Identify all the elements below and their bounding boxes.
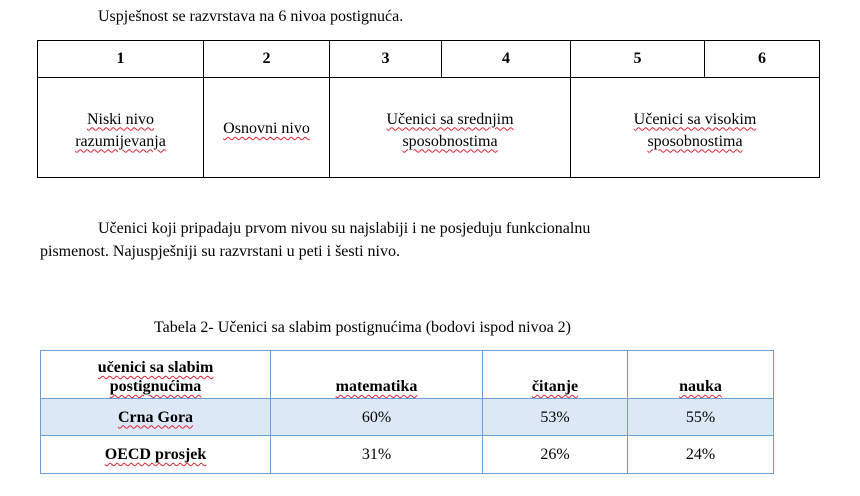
levels-table <box>37 40 820 178</box>
table-row <box>41 436 774 474</box>
level-description <box>571 78 820 178</box>
description-line: Učenici sa visokim <box>633 110 757 128</box>
header-cell <box>628 351 774 399</box>
table-caption: Tabela 2- Učenici sa slabim postignućima (bodovi ispod nivoa 2) <box>154 319 572 336</box>
header-label: nauka <box>679 378 722 395</box>
level-number: 5 <box>571 41 705 78</box>
value-cell: 31% <box>271 436 483 474</box>
header-line: postignućima <box>109 378 202 395</box>
intro-text: Uspješnost se razvrstava na 6 nivoa postignuća. <box>98 8 404 25</box>
levels-header-row <box>38 41 820 78</box>
level-number: 6 <box>705 41 820 78</box>
row-label: Crna Gora <box>117 408 194 426</box>
results-table <box>40 350 774 474</box>
value-cell: 24% <box>628 436 774 474</box>
level-description <box>38 78 204 178</box>
value-cell: 53% <box>483 399 628 436</box>
description-line: Osnovni nivo <box>223 120 310 137</box>
header-cell <box>271 351 483 399</box>
level-number: 1 <box>38 41 204 78</box>
row-label-cell <box>41 436 271 474</box>
value-cell: 55% <box>628 399 774 436</box>
level-description <box>204 78 330 178</box>
level-number: 3 <box>330 41 442 78</box>
description-line: sposobnostima <box>647 132 743 150</box>
table-row <box>41 399 774 436</box>
description-line: Učenici sa srednjim <box>386 110 514 128</box>
header-cell <box>41 351 271 399</box>
description-line: sposobnostima <box>402 132 498 150</box>
levels-description-row <box>38 78 820 178</box>
level-description <box>330 78 571 178</box>
header-cell <box>483 351 628 399</box>
value-cell: 26% <box>483 436 628 474</box>
value-cell: 60% <box>271 399 483 436</box>
level-number: 2 <box>204 41 330 78</box>
header-label: matematika <box>335 378 418 395</box>
paragraph-line: pismenost. Najuspješniji su razvrstani u peti i šesti nivo. <box>40 243 400 260</box>
paragraph-line: Učenici koji pripadaju prvom nivou su najslabiji i ne posjeduju funkcionalnu <box>98 220 591 237</box>
level-number: 4 <box>442 41 571 78</box>
results-header-row <box>41 351 774 399</box>
header-line: učenici sa slabim <box>97 359 214 376</box>
row-label-cell <box>41 399 271 436</box>
header-label: čitanje <box>531 378 579 395</box>
description-line: Niski nivo <box>86 110 155 128</box>
row-label: OECD prosjek <box>104 446 207 463</box>
description-line: razumijevanja <box>75 132 166 150</box>
